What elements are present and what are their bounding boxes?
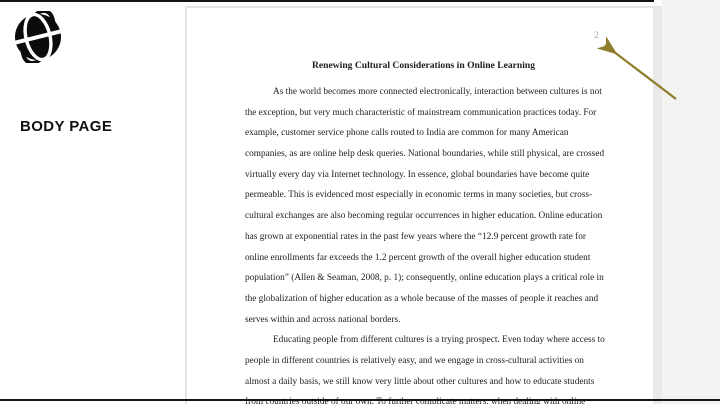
document-text-line: almost a daily basis, we still know very little about other cultures and how to educate students: [245, 376, 595, 387]
globe-icon: [12, 11, 64, 63]
body-page-label: BODY PAGE: [20, 118, 113, 135]
document-text-line: has grown at exponential rates in the past few years where the “12.9 percent growth rate for: [245, 231, 587, 242]
document-text-line: virtually every day via Internet technology. In essence, global boundaries have become quite: [245, 169, 590, 180]
document-text-line: population” (Allen & Seaman, 2008, p. 1); consequently, online education plays a critical role in: [245, 273, 604, 284]
document-page: [185, 6, 662, 404]
document-title: Renewing Cultural Considerations in Online Learning: [311, 60, 536, 71]
document-text-line: people in different countries is relatively easy, and we engage in cross-cultural activities on: [245, 355, 584, 366]
document-text-line: companies, as are online help desk queries. National boundaries, while still physical, are crossed: [245, 149, 605, 160]
document-text-line: As the world becomes more connected electronically, interaction between cultures is not: [273, 87, 602, 97]
frame-top-line: [0, 0, 654, 2]
document-text-line: cultural exchanges are also becoming regular occurrences in higher education. Online education: [245, 211, 603, 222]
frame-bottom-line: [0, 399, 720, 401]
document-text-line: the exception, but very much characteristic of mainstream communication practices today. For: [245, 107, 597, 118]
document-text-line: the globalization of higher education as a whole because of the masses of people it reaches and: [245, 293, 599, 304]
document-text-line: Educating people from different cultures is a trying prospect. Even today where access to: [273, 335, 605, 346]
document-text-line: example, customer service phone calls routed to India are common for many American: [245, 128, 569, 139]
document-text-line: permeable. This is evidenced most especially in economic terms in many societies, but cross-: [245, 190, 593, 201]
page-number: 2: [594, 31, 599, 41]
document-text-line: online enrollments far exceeds the 1.2 percent growth of the overall higher education student: [245, 252, 591, 263]
document-lines: [245, 82, 605, 404]
document-text-line: serves within and across national borders.: [245, 314, 401, 325]
page-right-backdrop: [662, 0, 720, 404]
